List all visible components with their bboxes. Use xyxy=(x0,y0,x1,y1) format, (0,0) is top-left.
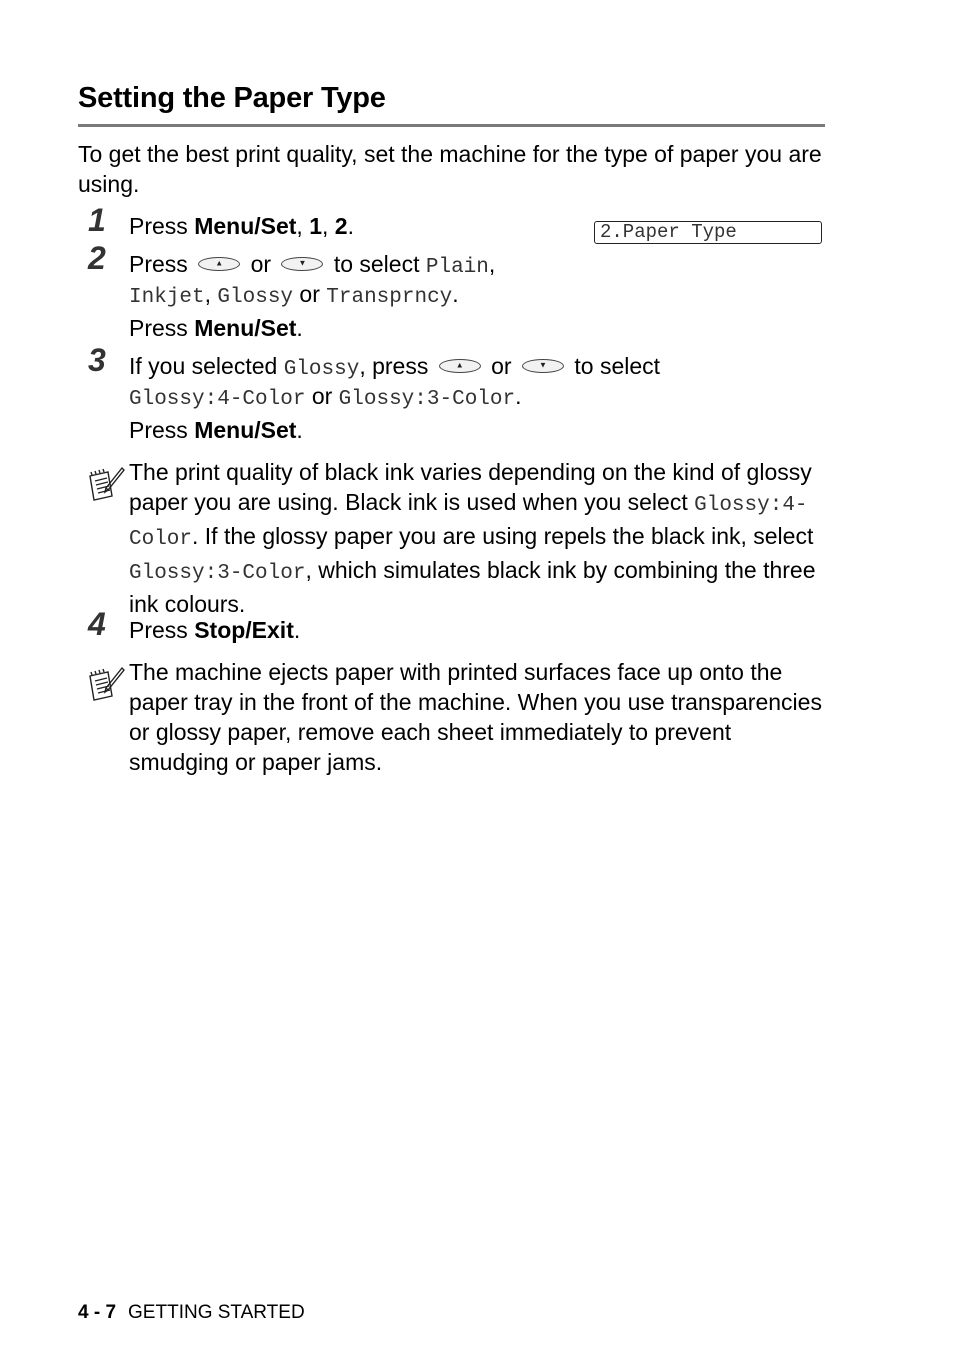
step-3-line-3: Press Menu/Set. xyxy=(129,417,303,443)
step-2-line-2: Inkjet, Glossy or Transprncy. xyxy=(129,281,459,309)
page-footer xyxy=(78,1302,305,1324)
step-4-text: Press Stop/Exit. xyxy=(129,617,301,643)
step-number-3: 3 xyxy=(88,342,106,378)
note-paper-ejection: The machine ejects paper with printed surfaces face up onto the paper tray in the front of the machine. When you use transparencies or glossy paper, remove each sheet immediately to prevent smudging or paper jams. xyxy=(129,659,822,775)
step-number-2: 2 xyxy=(88,240,106,276)
down-arrow-key-icon: ▼ xyxy=(281,257,323,271)
step-2-line-3: Press Menu/Set. xyxy=(129,315,303,341)
note-pad-icon xyxy=(86,464,126,502)
page-title: Setting the Paper Type xyxy=(78,82,386,114)
step-number-1: 1 xyxy=(88,202,106,238)
lcd-display: 2.Paper Type xyxy=(594,221,822,244)
note-glossy-ink: The print quality of black ink varies depending on the kind of glossy paper you are using. Black ink is used when you select Glossy:4-Color. If the glossy paper you are using repels the black ink, select Glossy:3-Color, which simulates black ink by combining the three ink colours. xyxy=(129,459,816,617)
intro-paragraph: To get the best print quality, set the machine for the type of paper you are using. xyxy=(78,141,822,197)
stop-exit-key-label: Stop/Exit xyxy=(194,617,294,643)
step-number-4: 4 xyxy=(88,606,106,642)
step-1-text: Press Menu/Set, 1, 2. xyxy=(129,213,354,239)
up-arrow-key-icon: ▲ xyxy=(198,257,240,271)
heading-rule xyxy=(78,124,825,127)
section-name: GETTING STARTED xyxy=(128,1302,305,1323)
step-3-line-1: If you selected Glossy, press ▲ or ▼ to select xyxy=(129,353,661,381)
menu-set-key-label: Menu/Set xyxy=(194,213,297,239)
step-3-line-2: Glossy:4-Color or Glossy:3-Color. xyxy=(129,383,522,411)
page-number: 4 - 7 xyxy=(78,1302,117,1323)
note-pad-icon xyxy=(86,664,126,702)
step-2-line-1: Press ▲ or ▼ to select Plain, xyxy=(129,251,496,279)
up-arrow-key-icon: ▲ xyxy=(439,359,481,373)
down-arrow-key-icon: ▼ xyxy=(522,359,564,373)
